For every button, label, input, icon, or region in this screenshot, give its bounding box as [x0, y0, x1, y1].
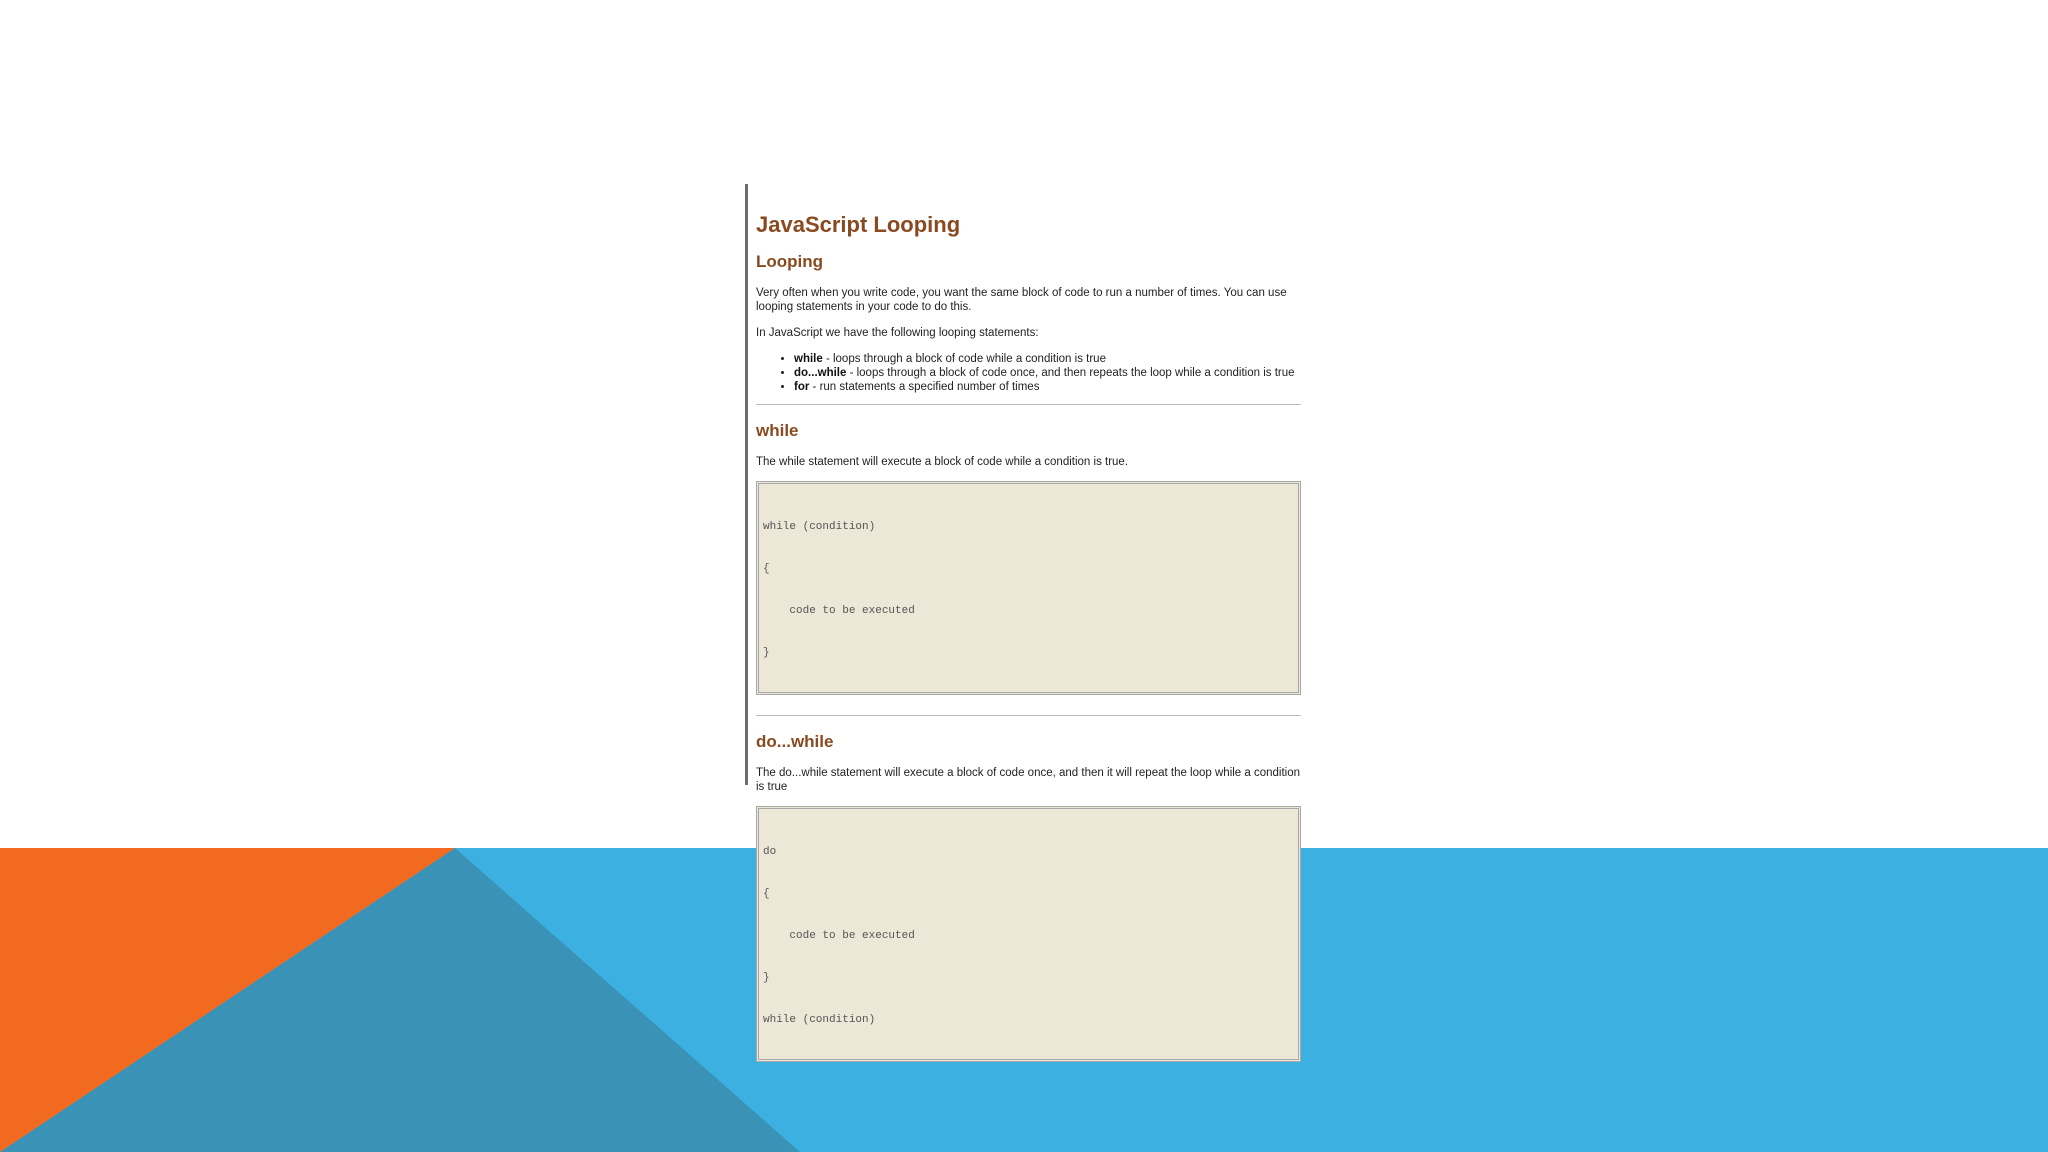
code-line: while (condition)	[763, 521, 876, 533]
list-item-term: while	[794, 353, 823, 365]
code-line: {	[763, 563, 770, 575]
page-title: JavaScript Looping	[756, 212, 961, 237]
list-item-desc: - loops through a block of code while a condition is true	[822, 353, 1106, 365]
code-line: do	[763, 846, 777, 858]
divider	[756, 715, 1301, 716]
code-line: code to be executed	[763, 930, 915, 942]
code-line: while (condition)	[763, 1014, 876, 1026]
while-paragraph: The while statement will execute a block of code while a condition is true.	[756, 456, 1129, 468]
document-screenshot	[745, 184, 1311, 1026]
looping-paragraph-1: Very often when you write code, you want the same block of code to run a number of times. You can use looping statements in your code to do this.	[756, 287, 1287, 313]
list-item-term: for	[794, 381, 810, 393]
code-line: code to be executed	[763, 605, 915, 617]
section-heading-while: while	[756, 421, 799, 440]
code-line: {	[763, 888, 770, 900]
while-code-block	[756, 481, 1301, 695]
list-item-term: do...while	[794, 367, 847, 379]
section-heading-looping: Looping	[756, 252, 824, 271]
do-while-code-block	[756, 806, 1301, 1062]
section-heading-do-while: do...while	[756, 732, 834, 751]
code-line: }	[763, 647, 770, 659]
list-item-desc: - loops through a block of code once, and then repeats the loop while a condition is true	[846, 367, 1295, 379]
code-line: }	[763, 972, 770, 984]
list-item	[794, 352, 1301, 366]
do-while-paragraph: The do...while statement will execute a block of code once, and then it will repeat the loop while a condition is true	[756, 767, 1301, 793]
list-item-desc: - run statements a specified number of times	[809, 381, 1040, 393]
list-item	[794, 366, 1301, 380]
looping-statements-list	[756, 352, 1301, 394]
list-item	[794, 380, 1301, 394]
looping-paragraph-2: In JavaScript we have the following looping statements:	[756, 327, 1039, 339]
divider	[756, 404, 1301, 405]
